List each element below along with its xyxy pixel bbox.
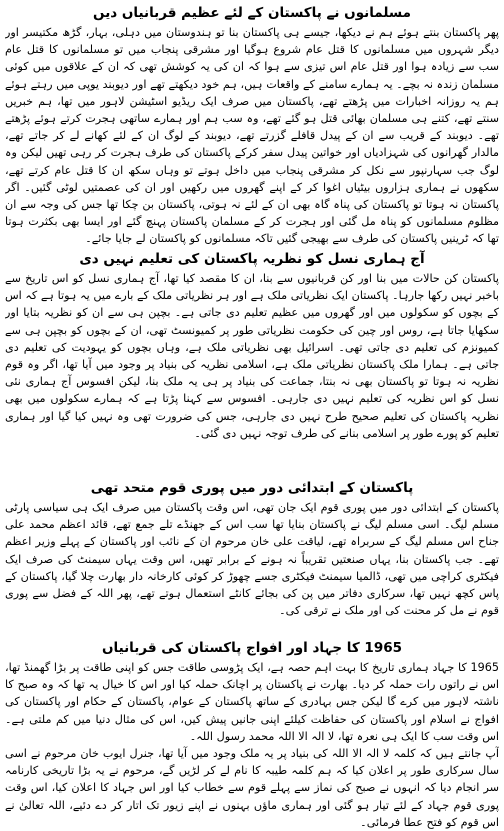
section-continuation (5, 745, 499, 831)
section-national-unity (5, 477, 499, 637)
section-sacrifices (5, 2, 499, 248)
section-ideology-education (5, 248, 499, 477)
section-heading: آج ہماری نسل کو نظریہ پاکستان کی تعلیم نہیں دی (79, 251, 425, 267)
section-heading: مسلمانوں نے پاکستان کے لئے عظیم قربانیاں دیں (93, 5, 411, 21)
section-heading: پاکستان کے ابتدائی دور میں پوری قوم متحد تھی (90, 480, 414, 496)
section-paragraph: پاکستان کے ابتدائی دور میں پوری قوم ایک جان تھی، اس وقت پاکستان میں صرف ایک ہی سیاسی پارٹی مسلم لیگ۔ اسی مسلم لیگ نے پاکستان بنایا تھا سب اس کے جھنڈے تلے جمع تھے، قائد اعظم محمد علی جناح اس مسلم لیگ کے سربراہ تھے، لیاقت علی خان مرحوم ان کے نائب اور پاکستان کے پہلے وزیر اعظم تھے۔ جب پاکستان بنا، یہاں صنعتیں تقریباً نہ ہونے کے برابر تھیں، اس وقت یہاں سیمنٹ کی صرف ایک فیکٹری کراچی میں تھی، ڈالمیا سیمنٹ فیکٹری جسے چھوڑ کر کوئی کارخانہ دار بھارت چلا گیا، پاکستان کے پاس کچھ نہیں تھا، سرکاری دفاتر میں پن کی بجائے کانٹے استعمال ہوتے تھے، پھر اللہ کے فضل سے پوری قوم نے مل کر محنت کی اور ملک نے ترقی کی۔ (5, 501, 499, 618)
section-1965-war (5, 637, 499, 745)
section-paragraph: پھر پاکستان بنتے ہوئے ہم نے دیکھا، جیسے ہی پاکستان بنا تو ہندوستان میں دہلی، بہار، گڑھ مکتیسر اور دیگر شہروں میں مسلمانوں کا قتل عام شروع ہوگیا اور مشرقی پنجاب میں تو مسلمانوں کا قتل عام سب سے زیادہ ہوا اور قتل عام اس تیزی سے ہوا کہ ان کی یہ کوشش تھی کہ ان کے علاقوں میں کوئی مسلمان زندہ نہ بچے۔ یہ ہمارے سامنے کے واقعات ہیں، ہم خود دیکھتے تھے اور دیوبند یوپی میں رہتے ہوئے ہم یہ روزانہ اخبارات میں پڑھتے تھے، پاکستان میں صرف ایک ریڈیو اسٹیشن لاہور میں تھا، ہم خبریں سنتے تھے، کتنے ہی مسلمان بھائی قتل ہو گئے تھے، وہ سب ہم اور ہمارے ساتھی ہجرت کرتے ہوئے پڑھتے تھے۔ دیوبند کے قریب سے ان کے پیدل قافلے گزرتے تھے، دیوبند کے لوگ ان کے لئے کھانے لے کر جاتے تھے، مالدار گھرانوں کی شہزادیاں اور خواتین پیدل سفر کرکے پاکستان کی طرف ہجرت کر رہی تھیں لیکن وہ لوگ جب سہارنپور سے نکل کر مشرقی پنجاب میں داخل ہوتے تو وہاں سکھ ان کا قتل عام کرتے تھے، سکھوں نے ہماری ہزاروں بیٹیاں اغوا کر کے اپنے گھروں میں رکھیں اور ان کی عصمتیں لوٹی گئیں۔ اگر پاکستان نہ ہوتا تو پاکستان کی پناہ گاہ بھی ان کے لئے نہ ہوتی، پاکستان بن چکا تھا جس کی وجہ سے ان مظلوم مسلمانوں کو پناہ مل گئی اور ہجرت کر کے مسلمان پاکستان پہنچ گئے اور ایسا بھی بکثرت ہوتا تھا کہ ٹرینیں پاکستان کی طرف سے بھیجی گئیں تاکہ مسلمانوں کو پاکستان لے جایا جائے۔ (5, 26, 499, 246)
section-heading: 1965 کا جہاد اور افواج پاکستان کی قربانیاں (102, 640, 402, 656)
section-paragraph: پاکستان کن حالات میں بنا اور کن قربانیوں سے بنا، ان کا مقصد کیا تھا، آج ہماری نسل کو اس تاریخ سے باخبر نہیں رکھا جارہا۔ پاکستان ایک نظریاتی ملک ہے اور ہر نظریاتی ملک کے بارے میں یہ ہوتا ہے کہ اس کے بچوں کو سکولوں میں اور گھروں میں عظیم تعلیم دی جاتی ہے۔ بچپن ہی سے ان کو نظریہ بتایا اور سکھایا جاتا ہے، روس اور چین کی حکومت نظریاتی طور پر کمیونسٹ تھی، ان کے بچوں کو بچپن ہی سے کمیونزم کی تعلیم دی جاتی تھی۔ اسرائیل بھی نظریاتی ملک ہے، وہاں بچوں کو یہودیت کی تعلیم دی جاتی ہے۔ ہمارا ملک پاکستان نظریاتی ملک ہے، اسلامی نظریہ کی بنیاد پر وجود میں آیا تھا، اگر وہ قوم نظریہ نہ ہوتا تو پاکستان بھی نہ بنتا، جماعت کی بنیاد پر ہی یہ ملک بنا، لیکن افسوس آج ہماری نئی نسل کو اس نظریہ کی تعلیم نہیں دی جارہی۔ افسوس سے کہنا پڑتا ہے کہ ہمارے سکولوں میں بھی نظریہ پاکستان کی تعلیم صحیح طرح نہیں دی جارہی، جس کی ضرورت تھی وہ نہیں کیا گیا اور ہماری تعلیم کو پورے طور پر اسلامی بنانے کی طرف توجہ نہیں دی گئی۔ (5, 272, 499, 440)
section-paragraph: آپ جانتے ہیں کہ کلمہ لا الہ الا اللہ کی بنیاد پر یہ ملک وجود میں آیا تھا، جنرل ایوب خان مرحوم نے اسی سال سرکاری طور پر اعلان کیا کہ ہم کلمہ طیبہ کا نام لے کر لڑیں گے، مرحوم نے یہ بڑا تاریخی کارنامہ سر انجام دیا کہ انہوں نے صبح کی نماز سے پہلے قوم سے خطاب کیا اور اس جہاد کا اعلان کیا، اس وقت پوری قوم جہاد کے لئے تیار ہو گئی اور ہماری ماؤں بہنوں نے اپنے زیور تک اتار کر دے دئیے، اللہ تعالیٰ نے اس قوم کو فتح عطا فرمائی۔ (5, 747, 499, 829)
section-paragraph: 1965 کا جہاد ہماری تاریخ کا بہت اہم حصہ ہے، ایک پڑوسی طاقت جس کو اپنی طاقت پر بڑا گھمنڈ تھا، اس نے راتوں رات حملہ کر دیا۔ بھارت نے پاکستان پر اچانک حملہ کیا اور اس کا خیال یہ تھا کہ وہ صبح کا ناشتہ لاہور میں کرے گا لیکن جس بہادری کے ساتھ پاکستان کے عوام، پاکستان کے حکام اور پاکستان کی افواج نے اسلام اور پاکستان کی حفاظت کیلئے اپنی جانیں پیش کیں، اس کی مثال دنیا میں کم ملتی ہے۔ اس وقت سب کا ایک ہی نعرہ تھا، لا الہ الا اللہ محمد رسول اللہ۔ (5, 661, 499, 743)
